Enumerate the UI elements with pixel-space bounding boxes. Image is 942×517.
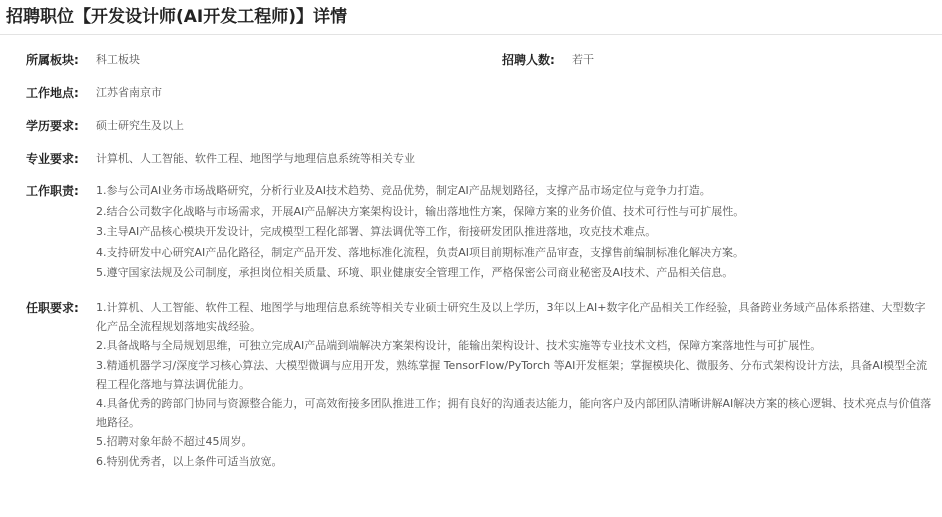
title-divider	[0, 34, 942, 35]
duty-item: 3.主导AI产品核心模块开发设计，完成模型工程化部署、算法调优等工作，衔接研发团队推进落地，攻克技术难点。	[96, 225, 657, 238]
field-label-headcount: 招聘人数:	[502, 53, 555, 67]
field-value-headcount: 若干	[572, 53, 594, 66]
requirement-item: 2.具备战略与全局规划思维，可独立完成AI产品端到端解决方案架构设计，能输出架构设计、技术实施等专业技术文档，保障方案落地性与可扩展性。	[96, 339, 822, 353]
duty-item: 2.结合公司数字化战略与市场需求，开展AI产品解决方案架构设计，输出落地性方案，保障方案的业务价值、技术可行性与可扩展性。	[96, 204, 745, 218]
field-education	[26, 116, 184, 136]
section-duties	[26, 181, 936, 284]
field-headcount	[502, 50, 594, 70]
section-label-duties: 工作职责:	[26, 184, 79, 198]
duty-item: 5.遵守国家法规及公司制度，承担岗位相关质量、环境、职业健康安全管理工作，严格保密公司商业秘密及AI技术、产品相关信息。	[96, 266, 734, 279]
field-value-education: 硕士研究生及以上	[96, 119, 184, 132]
requirement-item: 5.招聘对象年龄不超过45周岁。	[96, 435, 253, 449]
page-title: 招聘职位【开发设计师(AI开发工程师)】详情	[6, 7, 348, 27]
duty-item: 4.支持研发中心研究AI产品化路径，制定产品开发、落地标准化流程，负责AI项目前期标准产品审查，支撑售前编制标准化解决方案。	[96, 245, 745, 259]
field-sector	[26, 50, 140, 70]
field-location	[26, 83, 162, 103]
field-major	[26, 149, 415, 169]
field-value-location: 江苏省南京市	[96, 86, 162, 99]
field-value-sector: 科工板块	[96, 53, 140, 66]
requirement-item: 3.精通机器学习/深度学习核心算法、大模型微调与应用开发，熟练掌握 TensorFlow/PyTorch 等AI开发框架；掌握模块化、微服务、分布式架构设计方法，具备AI模型全流程工程化落地与算法调优能力。	[96, 358, 928, 391]
field-value-major: 计算机、人工智能、软件工程、地图学与地理信息系统等相关专业	[96, 152, 415, 165]
requirement-item: 1.计算机、人工智能、软件工程、地图学与地理信息系统等相关专业硕士研究生及以上学历，3年以上AI+数字化产品相关工作经验，具备跨业务域产品体系搭建、大型数字化产品全流程规划落地实战经验。	[96, 301, 926, 334]
field-label-education: 学历要求:	[26, 119, 79, 133]
field-label-location: 工作地点:	[26, 86, 79, 100]
field-label-sector: 所属板块:	[26, 53, 79, 67]
duties-list	[96, 181, 936, 284]
requirements-list	[96, 298, 936, 471]
requirement-item: 6.特别优秀者，以上条件可适当放宽。	[96, 454, 283, 468]
section-label-requirements: 任职要求:	[26, 301, 79, 315]
section-requirements	[26, 298, 936, 471]
requirement-item: 4.具备优秀的跨部门协同与资源整合能力，可高效衔接多团队推进工作；拥有良好的沟通表达能力，能向客户及内部团队清晰讲解AI解决方案的核心逻辑、技术亮点与价值落地路径。	[96, 397, 932, 430]
duty-item: 1.参与公司AI业务市场战略研究，分析行业及AI技术趋势、竞品优势，制定AI产品规划路径，支撑产品市场定位与竞争力打造。	[96, 184, 711, 197]
field-label-major: 专业要求:	[26, 152, 79, 166]
